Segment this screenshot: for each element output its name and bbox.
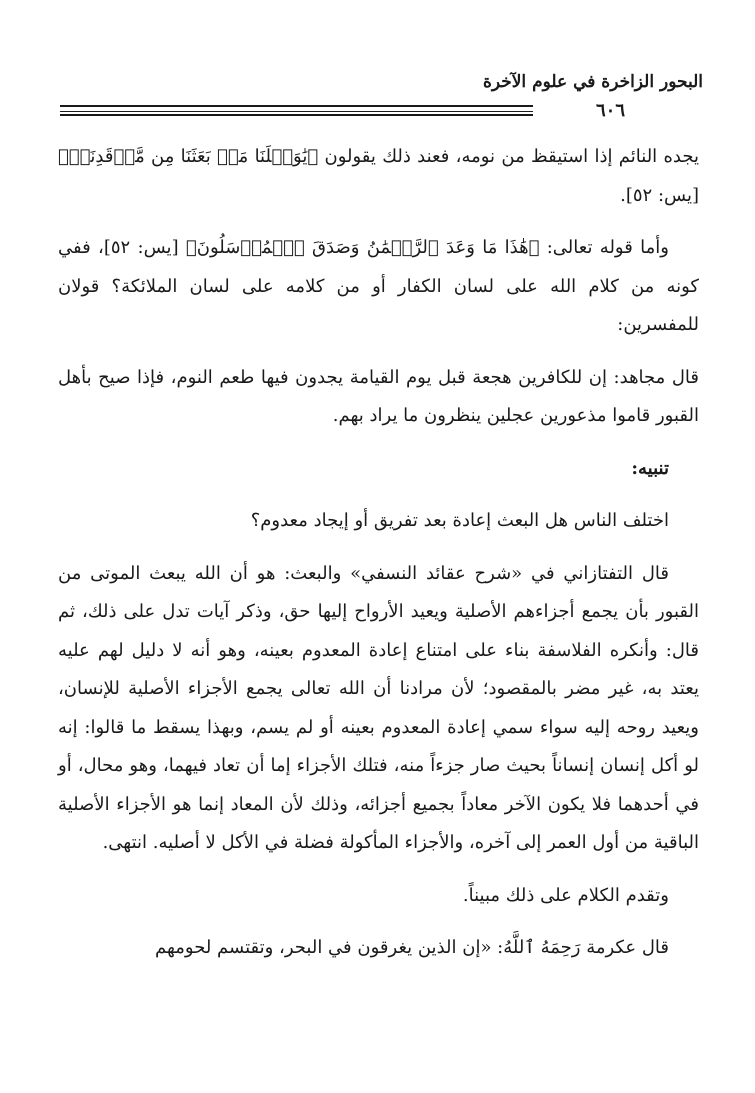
header-rule-bottom: [60, 114, 533, 116]
running-header: [60, 72, 703, 102]
paragraph-reference: وتقدم الكلام على ذلك مبيناً.: [462, 884, 669, 906]
paragraph-ikrima: قال عكرمة رَحِمَهُ ٱللَّهُ: «إن الذين يغرقون في البحر، وتقتسم لحومهم: [155, 937, 669, 958]
paragraph-continuation: يجده النائم إذا استيقظ من نومه، فعند ذلك يقولون ﴿يَٰوَيۡلَنَا مَنۢ بَعَثَنَا مِن مَّرۡقَدِنَاۜ﴾ [يس: ٥٢].: [58, 146, 700, 206]
paragraph-question: اختلف الناس هل البعث إعادة بعد تفريق أو إيجاد معدوم؟: [250, 510, 669, 531]
header-rule-middle: [60, 111, 533, 112]
paragraph-mujahid: قال مجاهد: إن للكافرين هجعة قبل يوم القيامة يجدون فيها طعم النوم، فإذا صيح بأهل القبور قاموا مذعورين عجلين ينظرون ما يراد بهم.: [58, 366, 699, 426]
book-title: البحور الزاخرة في علوم الآخرة: [482, 72, 703, 92]
section-heading-note: تنبيه:: [631, 457, 669, 479]
header-rule-top: [60, 105, 533, 107]
paragraph-taftazani: قال التفتازاني في «شرح عقائد النسفي» والبعث: هو أن الله يبعث الموتى من القبور بأن يجمع أجزاءهم الأصلية ويعيد الأرواح إليها حق، وذكر آيات تدل على ذلك، ثم قال: وأنكره الفلاسفة بناء على امتناع إعادة المعدوم بعينه، وهو أنه لا دليل لهم عليه يعتد به، غير مضر بالمقصود؛ لأن مرادنا أن الله تعالى يجمع الأجزاء الأصلية للإنسان، ويعيد روحه إليه سواء سمي إعادة المعدوم بعينه أو لم يسم، وبهذا يسقط ما قالوا: إنه لو أكل إنسان إنساناً بحيث صار جزءاً منه، فتلك الأجزاء إما أن تعاد فيهما، وهو محال، أو في أحدهما فلا يكون الآخر معاداً بجميع أجزائه، وذلك لأن المعاد إنما هو الأجزاء الأصلية الباقية من أول العمر إلى آخره، والأجزاء المأكولة فضلة في الأكل لا أصليه. انتهى.: [58, 562, 699, 853]
page-number: ٦٠٦: [595, 100, 625, 121]
page-body: [58, 138, 699, 982]
paragraph-verse-commentary: وأما قوله تعالى: ﴿هَٰذَا مَا وَعَدَ ٱلرَّحۡمَٰنُ وَصَدَقَ ٱلۡمُرۡسَلُونَ﴾ [يس: ٥٢]، ففي كونه من كلام الله على لسان الكفار أو من كلامه على لسان الملائكة؟ قولان للمفسرين:: [58, 237, 699, 335]
